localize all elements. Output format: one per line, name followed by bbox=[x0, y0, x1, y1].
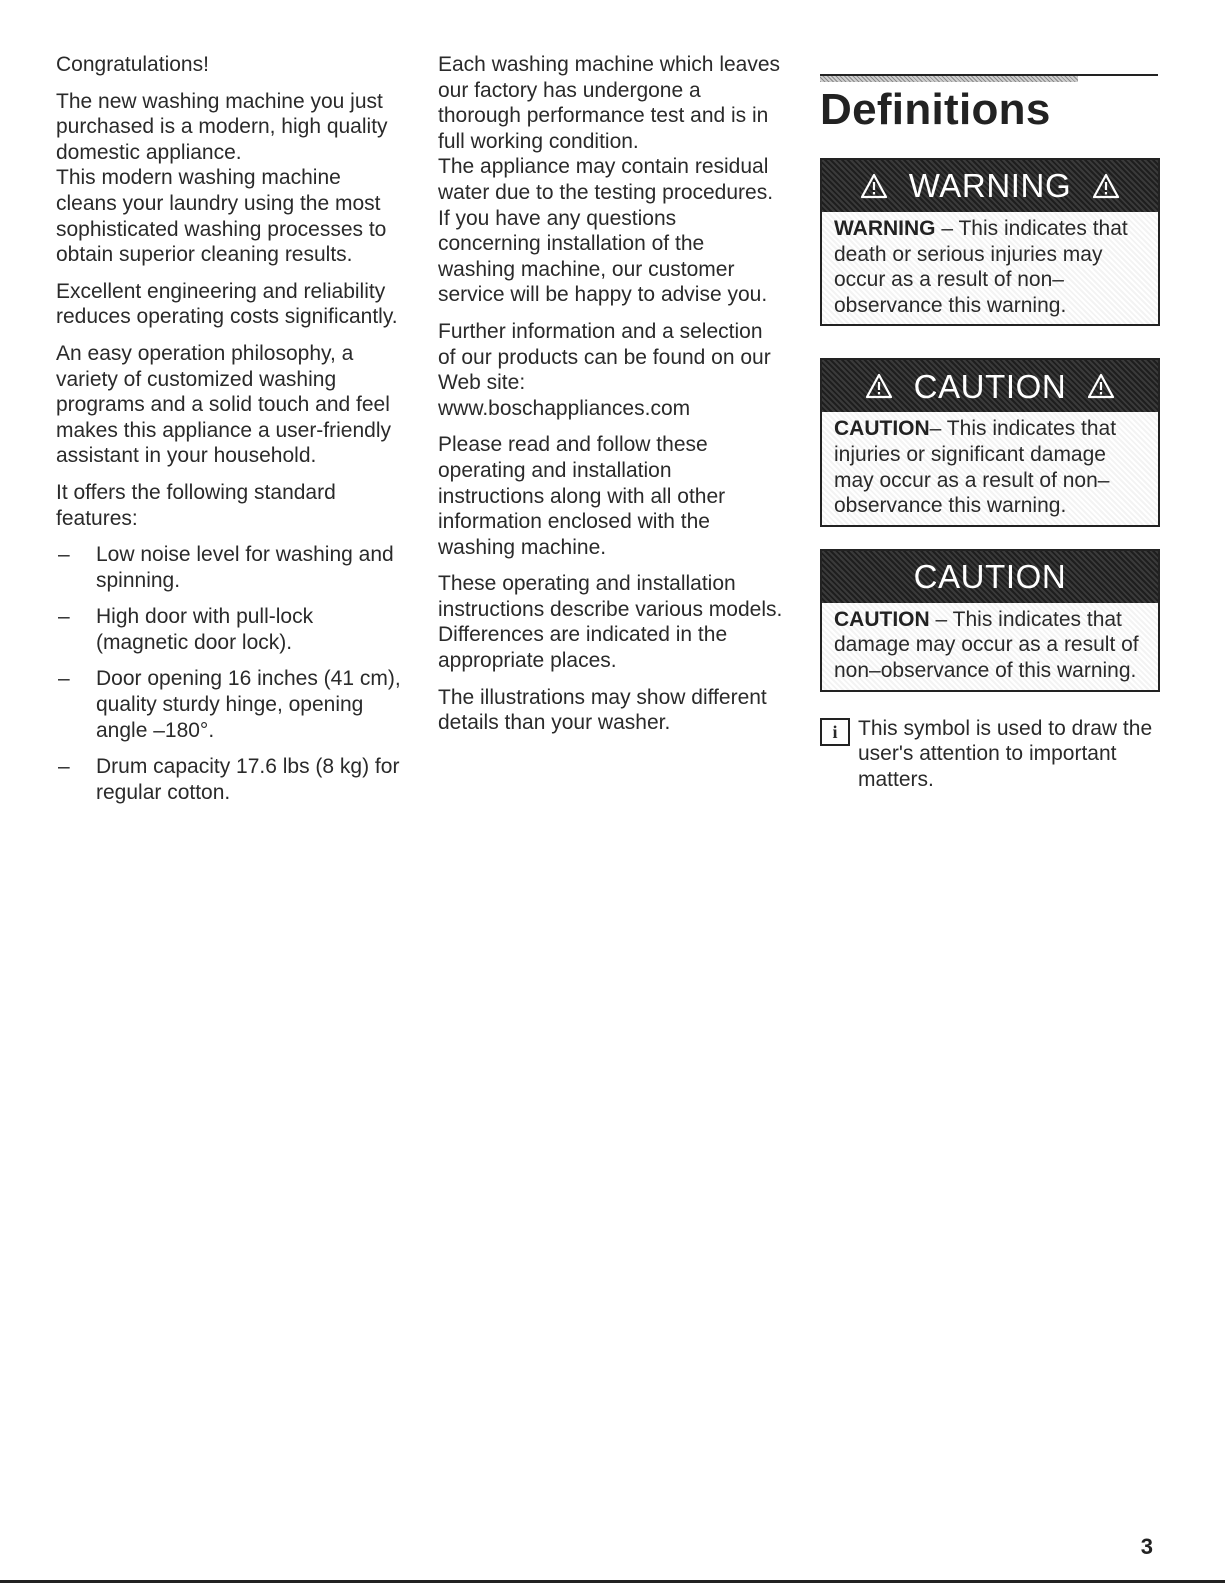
engineering-paragraph: Excellent engineering and reliability reduces operating costs significantly. bbox=[56, 279, 398, 329]
intro-text-b: This modern washing machine cleans your laundry using the most sophisticated washing processes to obtain superior cleaning results. bbox=[56, 166, 387, 267]
info-text: This symbol is used to draw the user's attention to important matters. bbox=[858, 716, 1153, 791]
title-rule bbox=[820, 52, 1160, 78]
warning-triangle-icon bbox=[861, 173, 887, 199]
features-intro: It offers the following standard features: bbox=[56, 480, 336, 530]
website-text: Further information and a selection of our products can be found on our Web site: bbox=[438, 319, 771, 395]
caution-damage-body bbox=[822, 603, 1158, 690]
caution-damage-header-text: CAUTION bbox=[913, 557, 1067, 595]
definitions-column bbox=[820, 52, 1160, 792]
feature-item bbox=[56, 754, 401, 805]
caution-header-text: CAUTION bbox=[913, 367, 1067, 405]
factory-column bbox=[438, 52, 783, 747]
caution-damage-box bbox=[820, 549, 1160, 692]
feature-text: Drum capacity 17.6 lbs (8 kg) for regular cotton. bbox=[96, 755, 400, 804]
warning-body bbox=[822, 212, 1158, 324]
bottom-rule bbox=[0, 1580, 1225, 1583]
info-icon: i bbox=[820, 718, 850, 746]
factory-paragraph bbox=[438, 52, 783, 308]
intro-text-a: The new washing machine you just purchased is a modern, high quality domestic appliance. bbox=[56, 89, 388, 164]
feature-item bbox=[56, 666, 401, 743]
caution-text: – This indicates that injuries or significant damage may occur as a result of non–observance this warning. bbox=[834, 417, 1117, 518]
info-note bbox=[820, 716, 1160, 793]
dash-bullet: – bbox=[58, 605, 70, 629]
dash-bullet: – bbox=[58, 667, 70, 691]
read-instructions-paragraph: Please read and follow these operating and installation instructions along with all other information enclosed with the washing machine. bbox=[438, 433, 726, 559]
rule-line bbox=[820, 74, 1158, 76]
caution-body bbox=[822, 412, 1158, 524]
website-url[interactable]: www.boschappliances.com bbox=[438, 396, 691, 420]
warning-header bbox=[822, 160, 1158, 212]
definitions-title: Definitions bbox=[820, 85, 1051, 134]
operation-paragraph: An easy operation philosophy, a variety of customized washing programs and a solid touch and feel makes this appliance a user-friendly assistant in your household. bbox=[56, 341, 391, 468]
caution-header bbox=[822, 360, 1158, 412]
feature-text: Door opening 16 inches (41 cm), quality sturdy hinge, opening angle –180°. bbox=[96, 667, 401, 742]
intro-paragraph bbox=[56, 89, 401, 268]
dash-bullet: – bbox=[58, 755, 70, 779]
feature-text: Low noise level for washing and spinning. bbox=[96, 543, 394, 592]
warning-box bbox=[820, 158, 1160, 326]
website-paragraph bbox=[438, 319, 783, 421]
warning-header-text: WARNING bbox=[908, 167, 1072, 205]
warning-triangle-icon bbox=[866, 373, 892, 399]
feature-item bbox=[56, 604, 401, 655]
models-paragraph: These operating and installation instructions describe various models. Differences are indicated in the appropriate places. bbox=[438, 572, 783, 673]
dash-bullet: – bbox=[58, 543, 70, 567]
intro-column bbox=[56, 52, 401, 816]
caution-box bbox=[820, 358, 1160, 526]
caution-damage-header bbox=[822, 551, 1158, 603]
factory-text-b: The appliance may contain residual water due to the testing procedures. If you have any questions concerning installation of the washing machine, our customer service will be happy to advise you. bbox=[438, 155, 774, 307]
page-number: 3 bbox=[1140, 1534, 1153, 1559]
caution-label: CAUTION bbox=[834, 417, 930, 441]
feature-item bbox=[56, 542, 401, 593]
warning-label: WARNING bbox=[834, 217, 936, 240]
illustrations-paragraph: The illustrations may show different details than your washer. bbox=[438, 685, 767, 735]
warning-triangle-icon bbox=[1093, 173, 1119, 199]
warning-text: – This indicates that death or serious injuries may occur as a result of non–observance this warning. bbox=[834, 217, 1128, 317]
factory-text-a: Each washing machine which leaves our factory has undergone a thorough performance test and is in full working condition. bbox=[438, 53, 781, 153]
caution-damage-label: CAUTION bbox=[834, 607, 930, 631]
congratulations-text: Congratulations! bbox=[56, 53, 209, 76]
caution-damage-text: – This indicates that damage may occur as a result of non–observance of this warning. bbox=[834, 607, 1139, 682]
warning-triangle-icon bbox=[1088, 373, 1114, 399]
feature-text: High door with pull-lock (magnetic door lock). bbox=[96, 605, 314, 654]
